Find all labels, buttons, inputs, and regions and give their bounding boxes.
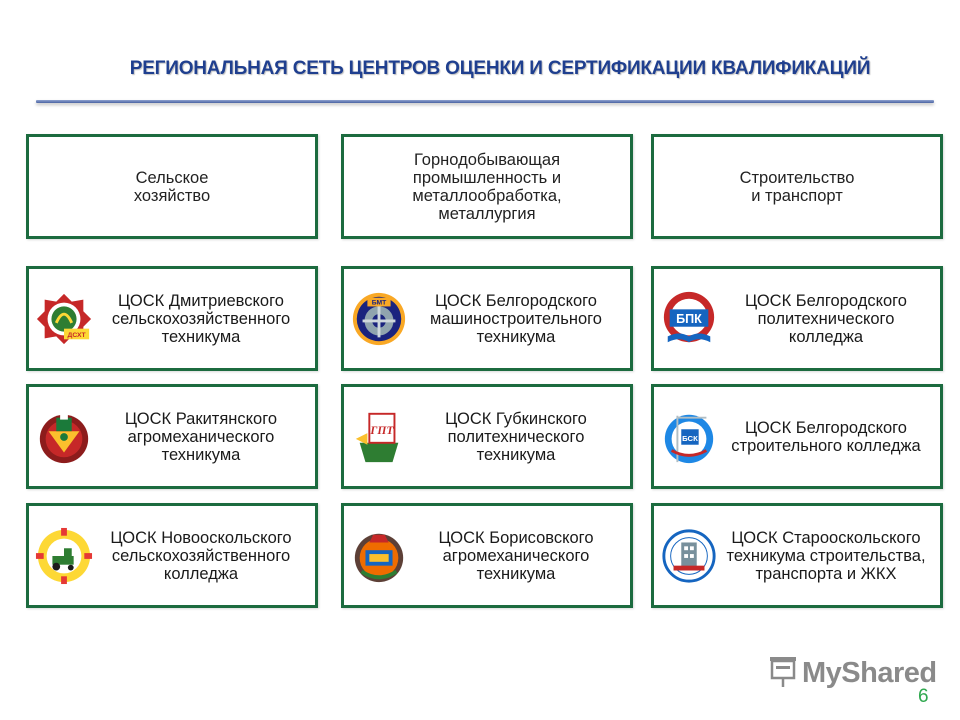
center-card-belgorod-construction bbox=[651, 384, 943, 489]
watermark-text: MyShared bbox=[802, 656, 937, 689]
center-card-borisovsky bbox=[341, 503, 633, 608]
center-label-rakityansky: ЦОСК Ракитянского агромеханического техникума bbox=[124, 409, 278, 464]
myshared-watermark bbox=[768, 654, 937, 692]
center-card-belgorod-machine bbox=[341, 266, 633, 371]
rakityansky-emblem-icon bbox=[35, 408, 93, 466]
belgorod-machine-emblem-text: БМТ bbox=[371, 299, 387, 306]
center-label-dmitrievsky: ЦОСК Дмитриевского сельскохозяйственного техникума bbox=[111, 291, 291, 346]
dmitrievsky-emblem-text: ДСХТ bbox=[67, 331, 86, 339]
belgorod-polytech-emblem-icon bbox=[660, 290, 718, 348]
category-construction-transport-label: Строительство и транспорт bbox=[739, 168, 855, 205]
center-card-dmitrievsky bbox=[26, 266, 318, 371]
category-agriculture-card bbox=[26, 134, 318, 239]
center-card-gubkinsky bbox=[341, 384, 633, 489]
center-label-borisovsky: ЦОСК Борисовского агромеханического техникума bbox=[438, 528, 594, 583]
starooskolsky-emblem-icon bbox=[660, 527, 718, 585]
gubkinsky-emblem-icon bbox=[350, 408, 408, 466]
borisovsky-emblem-icon bbox=[350, 527, 408, 585]
page-number: 6 bbox=[918, 686, 929, 707]
gubkinsky-emblem-text: ГПТ bbox=[370, 423, 394, 437]
category-mining-metallurgy-label: Горнодобывающая промышленность и металлообработка, металлургия bbox=[412, 150, 562, 223]
center-label-belgorod-machine: ЦОСК Белгородского машиностроительного техникума bbox=[430, 291, 602, 346]
dmitrievsky-emblem-icon bbox=[35, 290, 93, 348]
projector-screen-icon bbox=[768, 654, 798, 693]
category-agriculture-label: Сельское хозяйство bbox=[133, 168, 211, 205]
belgorod-polytech-emblem-text: БПК bbox=[676, 311, 702, 326]
belgorod-construction-emblem-icon bbox=[660, 408, 718, 466]
belgorod-machine-emblem-icon bbox=[350, 290, 408, 348]
center-label-novooskolsky: ЦОСК Новооскольского сельскохозяйственного колледжа bbox=[110, 528, 292, 583]
center-card-novooskolsky bbox=[26, 503, 318, 608]
slide-title: РЕГИОНАЛЬНАЯ СЕТЬ ЦЕНТРОВ ОЦЕНКИ И СЕРТИФИКАЦИИ КВАЛИФИКАЦИЙ bbox=[129, 58, 871, 79]
category-construction-transport-card bbox=[651, 134, 943, 239]
center-label-starooskolsky: ЦОСК Старооскольского техникума строительства, транспорта и ЖКХ bbox=[726, 528, 926, 583]
belgorod-construction-emblem-text: БСК bbox=[682, 433, 698, 443]
center-card-rakityansky bbox=[26, 384, 318, 489]
novooskolsky-emblem-icon bbox=[35, 527, 93, 585]
center-card-starooskolsky bbox=[651, 503, 943, 608]
center-label-belgorod-polytech: ЦОСК Белгородского политехнического колледжа bbox=[745, 291, 907, 346]
center-card-belgorod-polytech bbox=[651, 266, 943, 371]
center-label-belgorod-construction: ЦОСК Белгородского строительного колледжа bbox=[731, 418, 921, 455]
category-mining-metallurgy-card bbox=[341, 134, 633, 239]
title-divider bbox=[36, 100, 934, 103]
center-label-gubkinsky: ЦОСК Губкинского политехнического техникума bbox=[445, 409, 587, 464]
